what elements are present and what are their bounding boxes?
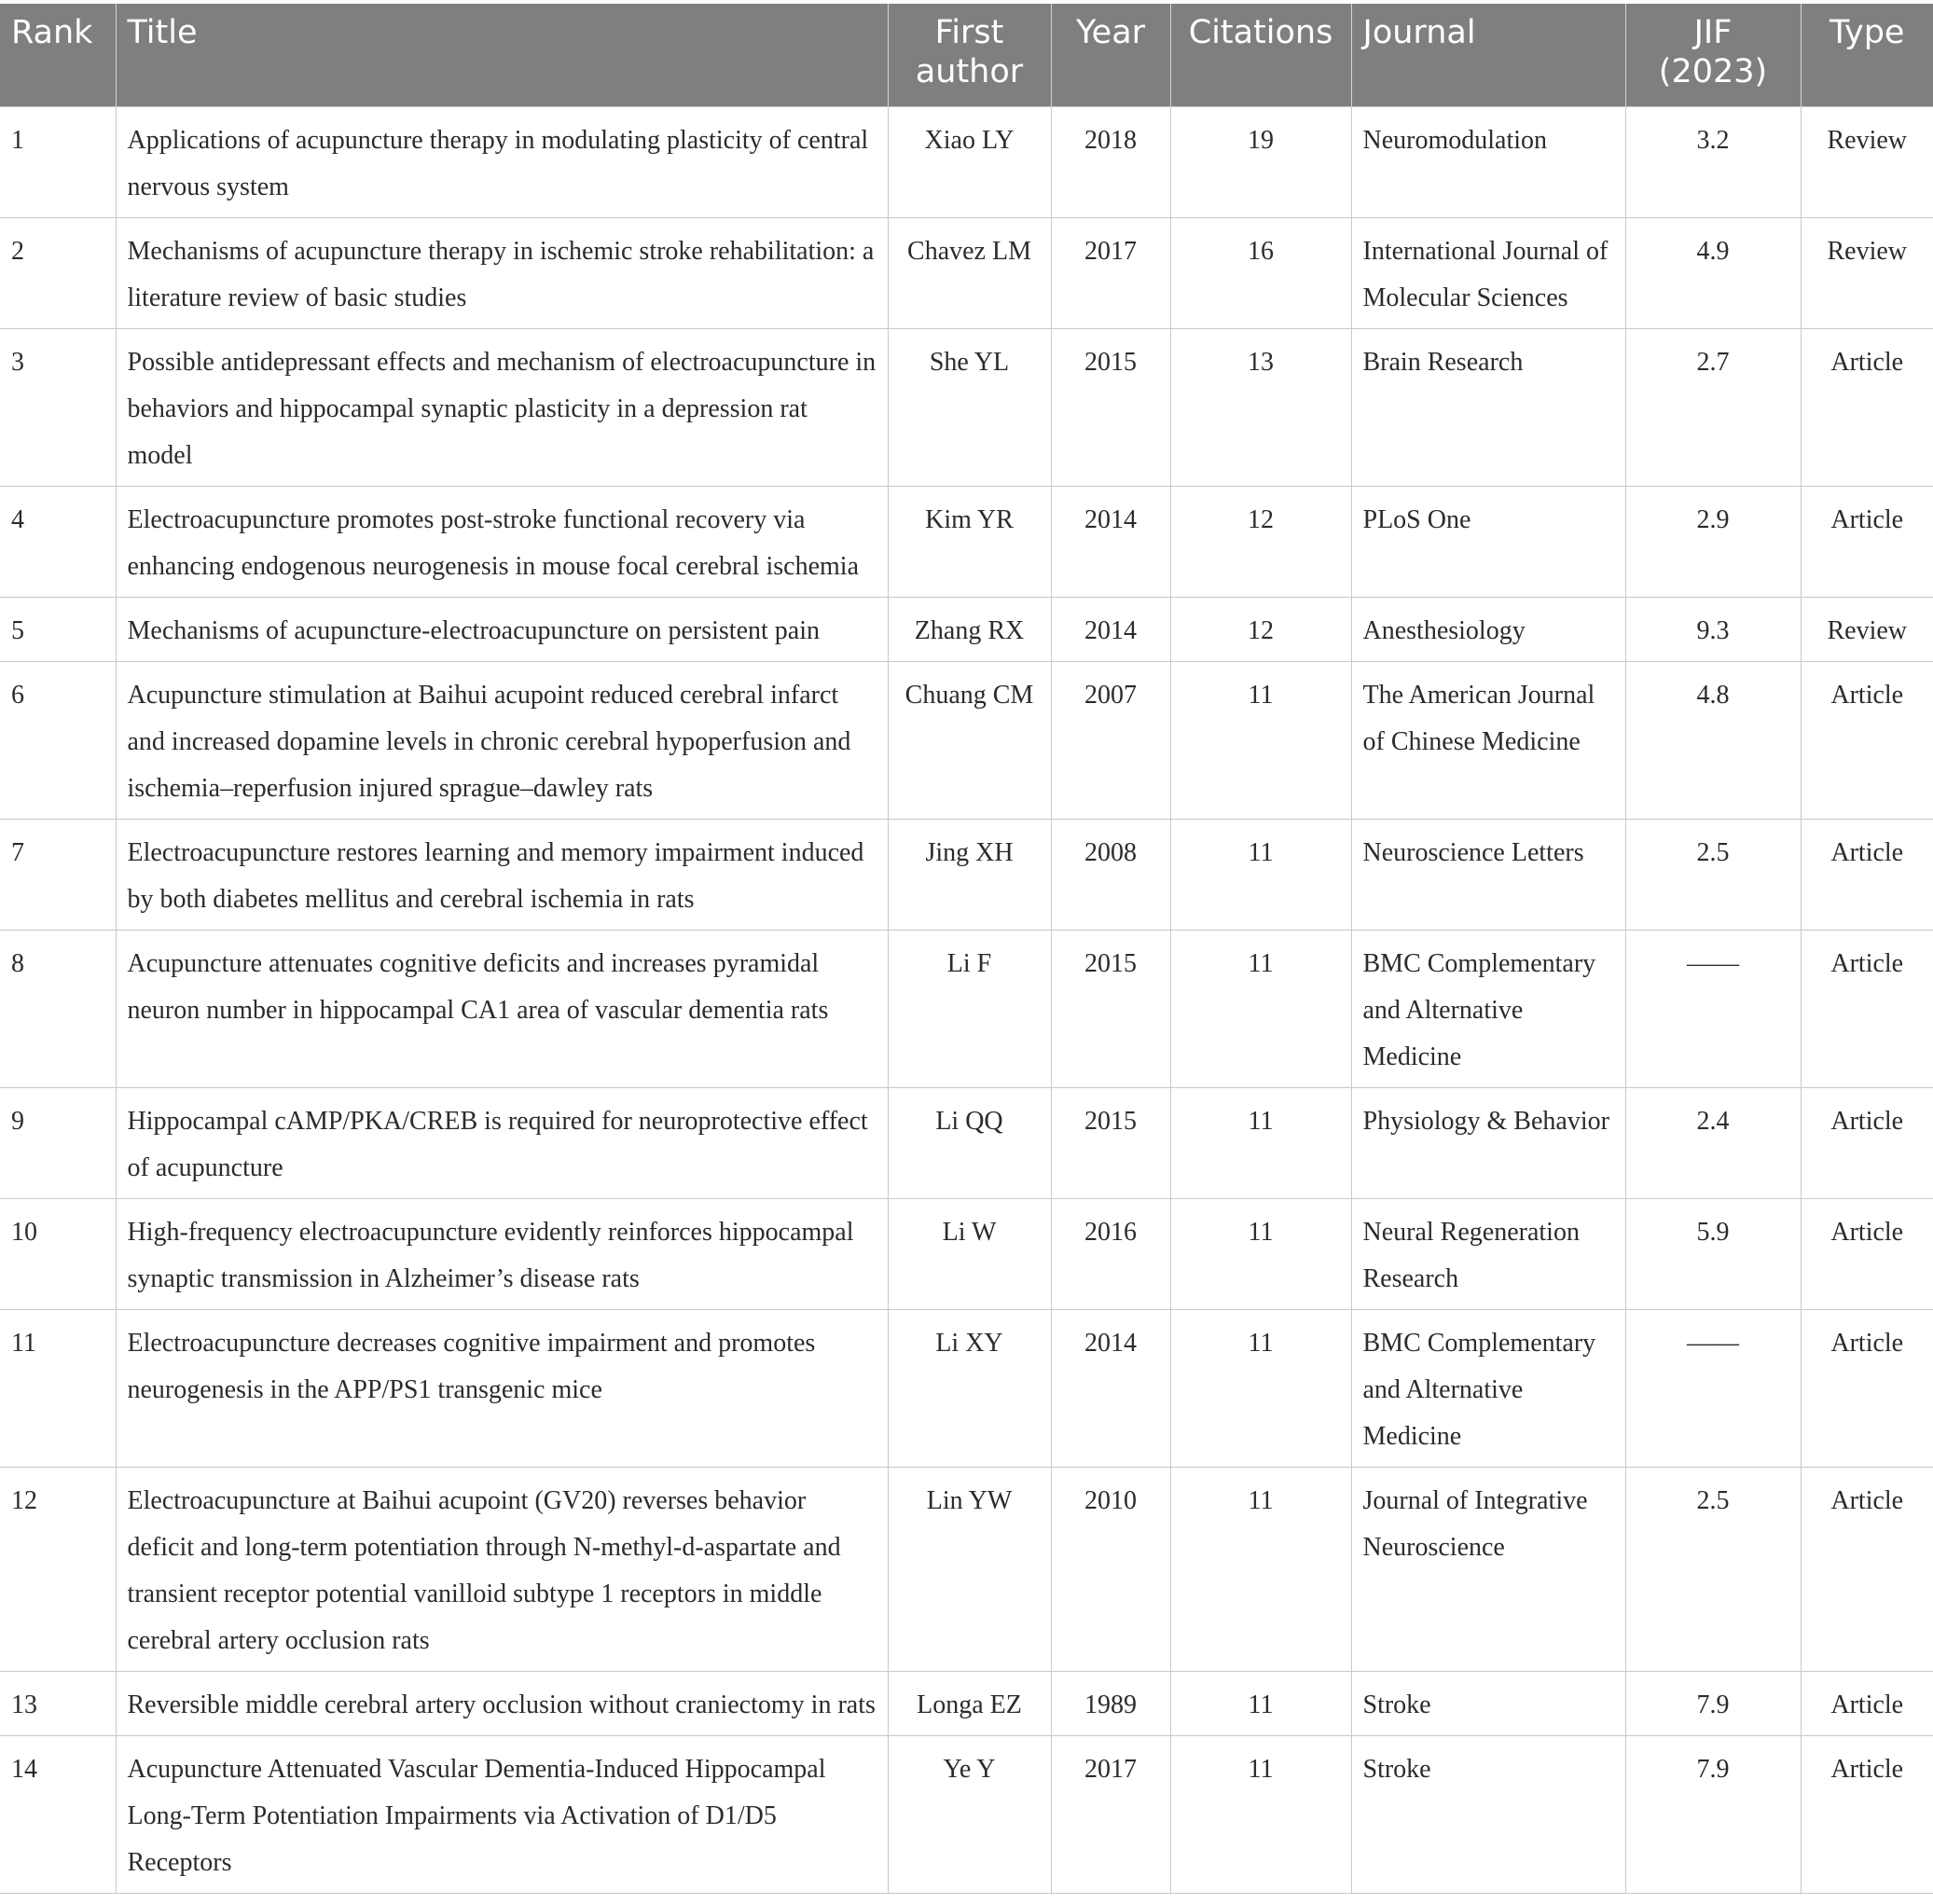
- table-row: [0, 1467, 1933, 1671]
- cell-jif: 2.4: [1625, 1087, 1801, 1198]
- cell-author: Lin YW: [888, 1467, 1051, 1671]
- cell-type: Article: [1801, 1735, 1933, 1893]
- cell-journal: Neural Regeneration Research: [1351, 1198, 1625, 1309]
- cell-rank: 10: [0, 1198, 116, 1309]
- cell-type: Review: [1801, 217, 1933, 328]
- cell-journal: Brain Research: [1351, 328, 1625, 486]
- cell-journal: PLoS One: [1351, 486, 1625, 597]
- cell-author: Zhang RX: [888, 597, 1051, 661]
- cell-jif: ——: [1625, 1309, 1801, 1467]
- table-row: [0, 1087, 1933, 1198]
- table-row: [0, 486, 1933, 597]
- cell-year: 2015: [1051, 930, 1170, 1087]
- table-row: [0, 819, 1933, 930]
- cell-title: Mechanisms of acupuncture therapy in ischemic stroke rehabilitation: a literature review of basic studies: [116, 217, 888, 328]
- cell-type: Review: [1801, 106, 1933, 217]
- cell-year: 2016: [1051, 1198, 1170, 1309]
- cell-title: Acupuncture Attenuated Vascular Dementia-Induced Hippocampal Long-Term Potentiation Impairments via Activation of D1/D5 Receptors: [116, 1735, 888, 1893]
- cell-type: Article: [1801, 930, 1933, 1087]
- cell-journal: International Journal of Molecular Sciences: [1351, 217, 1625, 328]
- cell-author: Li F: [888, 930, 1051, 1087]
- cell-type: Article: [1801, 1198, 1933, 1309]
- cell-jif: ——: [1625, 930, 1801, 1087]
- cell-rank: 13: [0, 1671, 116, 1735]
- cell-jif: 9.3: [1625, 597, 1801, 661]
- table-row: [0, 1309, 1933, 1467]
- cell-title: Possible antidepressant effects and mechanism of electroacupuncture in behaviors and hippocampal synaptic plasticity in a depression rat model: [116, 328, 888, 486]
- cell-citations: 11: [1170, 661, 1351, 819]
- cell-title: High-frequency electroacupuncture evidently reinforces hippocampal synaptic transmission in Alzheimer’s disease rats: [116, 1198, 888, 1309]
- cell-jif: 2.9: [1625, 486, 1801, 597]
- cell-year: 2015: [1051, 328, 1170, 486]
- header-journal: Journal: [1351, 4, 1625, 106]
- header-year: Year: [1051, 4, 1170, 106]
- cell-journal: The American Journal of Chinese Medicine: [1351, 661, 1625, 819]
- cell-rank: 9: [0, 1087, 116, 1198]
- cell-title: Acupuncture stimulation at Baihui acupoint reduced cerebral infarct and increased dopamine levels in chronic cerebral hypoperfusion and ischemia–reperfusion injured sprague–dawley rats: [116, 661, 888, 819]
- table-row: [0, 1671, 1933, 1735]
- cell-year: 2014: [1051, 597, 1170, 661]
- cell-jif: 3.2: [1625, 106, 1801, 217]
- cell-title: Hippocampal cAMP/PKA/CREB is required for neuroprotective effect of acupuncture: [116, 1087, 888, 1198]
- cell-year: 2010: [1051, 1467, 1170, 1671]
- cell-year: 2008: [1051, 819, 1170, 930]
- cell-citations: 11: [1170, 930, 1351, 1087]
- cell-type: Article: [1801, 486, 1933, 597]
- cell-author: Chavez LM: [888, 217, 1051, 328]
- cell-author: Ye Y: [888, 1735, 1051, 1893]
- cell-title: Reversible middle cerebral artery occlusion without craniectomy in rats: [116, 1671, 888, 1735]
- cell-author: She YL: [888, 328, 1051, 486]
- header-type: Type: [1801, 4, 1933, 106]
- cell-citations: 16: [1170, 217, 1351, 328]
- table-row: [0, 106, 1933, 217]
- header-jif: [1625, 4, 1801, 106]
- cell-title: Applications of acupuncture therapy in modulating plasticity of central nervous system: [116, 106, 888, 217]
- cell-title: Electroacupuncture promotes post-stroke functional recovery via enhancing endogenous neurogenesis in mouse focal cerebral ischemia: [116, 486, 888, 597]
- table-row: [0, 328, 1933, 486]
- cell-year: 2015: [1051, 1087, 1170, 1198]
- cell-journal: Neuroscience Letters: [1351, 819, 1625, 930]
- cell-author: Chuang CM: [888, 661, 1051, 819]
- cell-citations: 19: [1170, 106, 1351, 217]
- table-row: [0, 1735, 1933, 1893]
- cell-jif: 4.8: [1625, 661, 1801, 819]
- cell-jif: 5.9: [1625, 1198, 1801, 1309]
- cell-type: Article: [1801, 1309, 1933, 1467]
- header-first-author: [888, 4, 1051, 106]
- header-citations: Citations: [1170, 4, 1351, 106]
- cell-citations: 11: [1170, 1467, 1351, 1671]
- citations-table: [0, 4, 1933, 1894]
- cell-citations: 11: [1170, 1198, 1351, 1309]
- cell-citations: 11: [1170, 819, 1351, 930]
- cell-rank: 7: [0, 819, 116, 930]
- cell-rank: 2: [0, 217, 116, 328]
- cell-journal: BMC Complementary and Alternative Medicine: [1351, 930, 1625, 1087]
- cell-rank: 8: [0, 930, 116, 1087]
- cell-rank: 14: [0, 1735, 116, 1893]
- cell-citations: 12: [1170, 486, 1351, 597]
- cell-type: Article: [1801, 1467, 1933, 1671]
- table-header: [0, 4, 1933, 106]
- cell-year: 2014: [1051, 486, 1170, 597]
- table-row: [0, 1198, 1933, 1309]
- cell-rank: 6: [0, 661, 116, 819]
- cell-author: Li QQ: [888, 1087, 1051, 1198]
- cell-title: Electroacupuncture decreases cognitive impairment and promotes neurogenesis in the APP/PS1 transgenic mice: [116, 1309, 888, 1467]
- cell-type: Article: [1801, 819, 1933, 930]
- cell-type: Article: [1801, 661, 1933, 819]
- cell-year: 2017: [1051, 217, 1170, 328]
- cell-type: Review: [1801, 597, 1933, 661]
- cell-journal: Stroke: [1351, 1671, 1625, 1735]
- cell-journal: Stroke: [1351, 1735, 1625, 1893]
- cell-title: Electroacupuncture at Baihui acupoint (GV20) reverses behavior deficit and long-term potentiation through N-methyl-d-aspartate and transient receptor potential vanilloid subtype 1 receptors in middle cerebral artery occlusion rats: [116, 1467, 888, 1671]
- cell-citations: 12: [1170, 597, 1351, 661]
- cell-year: 2017: [1051, 1735, 1170, 1893]
- cell-year: 2007: [1051, 661, 1170, 819]
- header-rank: Rank: [11, 14, 93, 51]
- cell-journal: Journal of Integrative Neuroscience: [1351, 1467, 1625, 1671]
- table-row: [0, 661, 1933, 819]
- header-first-author-line2: author: [915, 53, 1024, 90]
- cell-rank: 5: [0, 597, 116, 661]
- table-row: [0, 930, 1933, 1087]
- cell-rank: 1: [0, 106, 116, 217]
- cell-rank: 3: [0, 328, 116, 486]
- cell-title: Acupuncture attenuates cognitive deficits and increases pyramidal neuron number in hippocampal CA1 area of vascular dementia rats: [116, 930, 888, 1087]
- cell-author: Longa EZ: [888, 1671, 1051, 1735]
- cell-jif: 2.5: [1625, 1467, 1801, 1671]
- cell-title: Electroacupuncture restores learning and memory impairment induced by both diabetes mellitus and cerebral ischemia in rats: [116, 819, 888, 930]
- cell-author: Xiao LY: [888, 106, 1051, 217]
- cell-citations: 13: [1170, 328, 1351, 486]
- cell-rank: 11: [0, 1309, 116, 1467]
- cell-author: Jing XH: [888, 819, 1051, 930]
- cell-citations: 11: [1170, 1309, 1351, 1467]
- cell-citations: 11: [1170, 1735, 1351, 1893]
- cell-year: 2014: [1051, 1309, 1170, 1467]
- cell-journal: Physiology & Behavior: [1351, 1087, 1625, 1198]
- cell-journal: BMC Complementary and Alternative Medicine: [1351, 1309, 1625, 1467]
- table-row: [0, 217, 1933, 328]
- cell-year: 2018: [1051, 106, 1170, 217]
- cell-title: Mechanisms of acupuncture-electroacupuncture on persistent pain: [116, 597, 888, 661]
- cell-type: Article: [1801, 1671, 1933, 1735]
- cell-journal: Anesthesiology: [1351, 597, 1625, 661]
- cell-rank: 4: [0, 486, 116, 597]
- cell-jif: 4.9: [1625, 217, 1801, 328]
- cell-jif: 7.9: [1625, 1671, 1801, 1735]
- cell-jif: 2.5: [1625, 819, 1801, 930]
- table-body: [0, 106, 1933, 1893]
- header-jif-line1: JIF: [1693, 14, 1733, 51]
- cell-type: Article: [1801, 328, 1933, 486]
- header-jif-line2: (2023): [1658, 53, 1768, 90]
- cell-type: Article: [1801, 1087, 1933, 1198]
- cell-year: 1989: [1051, 1671, 1170, 1735]
- header-first-author-line1: First: [934, 14, 1004, 51]
- cell-author: Kim YR: [888, 486, 1051, 597]
- cell-jif: 2.7: [1625, 328, 1801, 486]
- cell-author: Li W: [888, 1198, 1051, 1309]
- table-row: [0, 597, 1933, 661]
- cell-rank: 12: [0, 1467, 116, 1671]
- cell-jif: 7.9: [1625, 1735, 1801, 1893]
- cell-citations: 11: [1170, 1087, 1351, 1198]
- header-row: [0, 4, 1933, 106]
- header-title: Title: [116, 4, 888, 106]
- cell-citations: 11: [1170, 1671, 1351, 1735]
- cell-author: Li XY: [888, 1309, 1051, 1467]
- cell-journal: Neuromodulation: [1351, 106, 1625, 217]
